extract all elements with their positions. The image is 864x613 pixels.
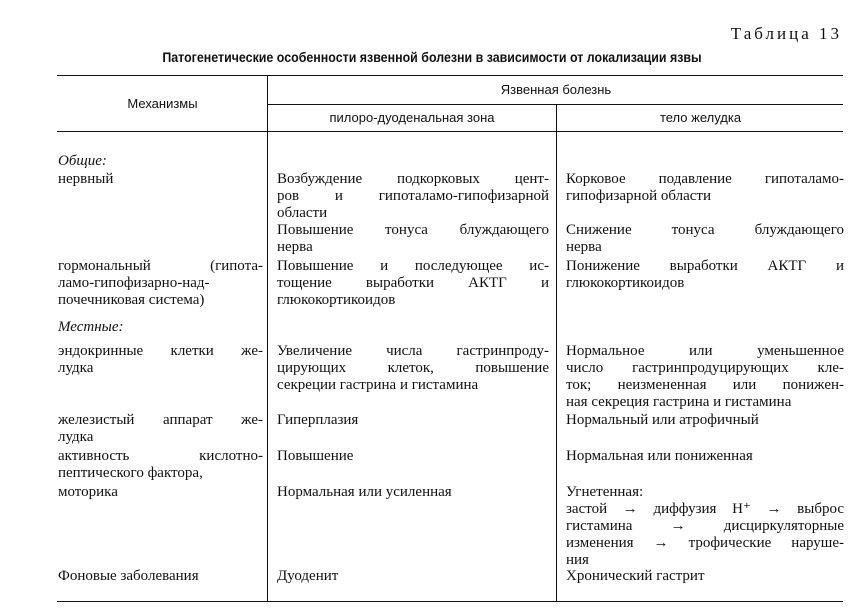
cell-line: ламо-гипофизарно-над- <box>58 275 210 291</box>
section-local: Местные: <box>58 319 124 335</box>
cell-line: железистый аппарат же- <box>58 412 263 428</box>
header-rule <box>57 131 843 132</box>
cell-line: застой → диффузия H⁺ → выброс <box>566 501 844 517</box>
cell-pyloro-row-2 <box>277 222 549 256</box>
cell-line: Повышение и последующее ис- <box>277 258 549 274</box>
cell-line: Повышение тонуса блуждающего <box>277 222 549 238</box>
cell-line: нерва <box>277 239 313 255</box>
cell-line: моторика <box>58 484 118 500</box>
cell-line: лудка <box>58 360 94 376</box>
cell-body-row-6 <box>566 448 844 465</box>
cell-line: гистамина → дисциркуляторные <box>566 518 844 534</box>
col-divider-1 <box>267 76 268 602</box>
top-rule <box>57 75 843 76</box>
cell-line: ток; неизмененная или понижен- <box>566 377 844 393</box>
cell-line: глюкокортикоидов <box>277 292 396 308</box>
cell-body-row-5 <box>566 412 844 429</box>
cell-line: изменения → трофические наруше- <box>566 535 844 551</box>
cell-line: ров и гипоталамо-гипофизарной <box>277 188 549 204</box>
cell-mechanism-row-5 <box>58 412 263 446</box>
col-divider-2 <box>556 105 557 602</box>
cell-line: Дуоденит <box>277 568 339 584</box>
cell-mechanism-row-7 <box>58 484 263 501</box>
cell-line: тощение выработки АКТГ и <box>277 275 549 291</box>
cell-pyloro-row-6 <box>277 448 549 465</box>
cell-body-row-2 <box>566 222 844 256</box>
cell-line: почечниковая система) <box>58 292 205 308</box>
cell-line: Нормальная или пониженная <box>566 448 753 464</box>
cell-body-row-7 <box>566 484 844 569</box>
cell-line: гипофизарной области <box>566 188 711 204</box>
section-general: Общие: <box>58 153 107 169</box>
cell-line: Корковое подавление гипоталамо- <box>566 171 844 187</box>
cell-body-row-1 <box>566 171 844 205</box>
cell-body-row-8 <box>566 568 844 585</box>
bottom-rule <box>57 601 843 602</box>
cell-line: Понижение выработки АКТГ и <box>566 258 844 274</box>
header-body: тело желудка <box>659 110 742 125</box>
cell-line: Гиперплазия <box>277 412 359 428</box>
cell-line: активность кислотно- <box>58 448 263 464</box>
cell-mechanism-row-1 <box>58 171 263 188</box>
cell-line: гормональный (гипота- <box>58 258 263 274</box>
cell-line: Угнетенная: <box>566 484 644 500</box>
cell-line: Нормальное или уменьшенное <box>566 343 844 359</box>
cell-line: лудка <box>58 429 94 445</box>
cell-line: Увеличение числа гастринпроду- <box>277 343 549 359</box>
cell-body-row-4 <box>566 343 844 411</box>
cell-line: глюкокортикоидов <box>566 275 685 291</box>
cell-line: число гастринпродуцирующих кле- <box>566 360 844 376</box>
cell-mechanism-row-6 <box>58 448 263 482</box>
table-number: Таблица 13 <box>730 24 842 43</box>
cell-body-row-3 <box>566 258 844 292</box>
cell-line: Фоновые заболевания <box>58 568 199 584</box>
cell-line: пептического фактора, <box>58 465 203 481</box>
cell-line: эндокринные клетки же- <box>58 343 263 359</box>
cell-line: области <box>277 205 328 221</box>
cell-pyloro-row-4 <box>277 343 549 394</box>
cell-pyloro-row-3 <box>277 258 549 309</box>
cell-mechanism-row-4 <box>58 343 263 377</box>
cell-line: нервный <box>58 171 114 187</box>
subheader-rule <box>267 104 843 105</box>
cell-line: Снижение тонуса блуждающего <box>566 222 844 238</box>
cell-mechanism-row-3 <box>58 258 263 309</box>
cell-line: Нормальная или усиленная <box>277 484 452 500</box>
cell-pyloro-row-1 <box>277 171 549 222</box>
header-mechanisms: Механизмы <box>127 96 198 111</box>
cell-line: нерва <box>566 239 602 255</box>
cell-line: Возбуждение подкорковых цент- <box>277 171 549 187</box>
cell-line: ния <box>566 552 589 568</box>
cell-mechanism-row-8 <box>58 568 263 585</box>
cell-line: цирующих клеток, повышение <box>277 360 549 376</box>
cell-pyloro-row-5 <box>277 412 549 429</box>
cell-line: ная секреция гастрина и гистамина <box>566 394 792 410</box>
cell-line: Нормальный или атрофичный <box>566 412 759 428</box>
cell-line: Повышение <box>277 448 354 464</box>
header-disease: Язвенная болезнь <box>500 82 612 97</box>
header-pyloro: пилоро-дуоденальная зона <box>329 110 495 125</box>
cell-line: секреции гастрина и гистамина <box>277 377 479 393</box>
cell-pyloro-row-8 <box>277 568 549 585</box>
table-caption: Патогенетические особенности язвенной болезни в зависимости от локализации язвы <box>162 50 702 65</box>
cell-pyloro-row-7 <box>277 484 549 501</box>
cell-line: Хронический гастрит <box>566 568 705 584</box>
